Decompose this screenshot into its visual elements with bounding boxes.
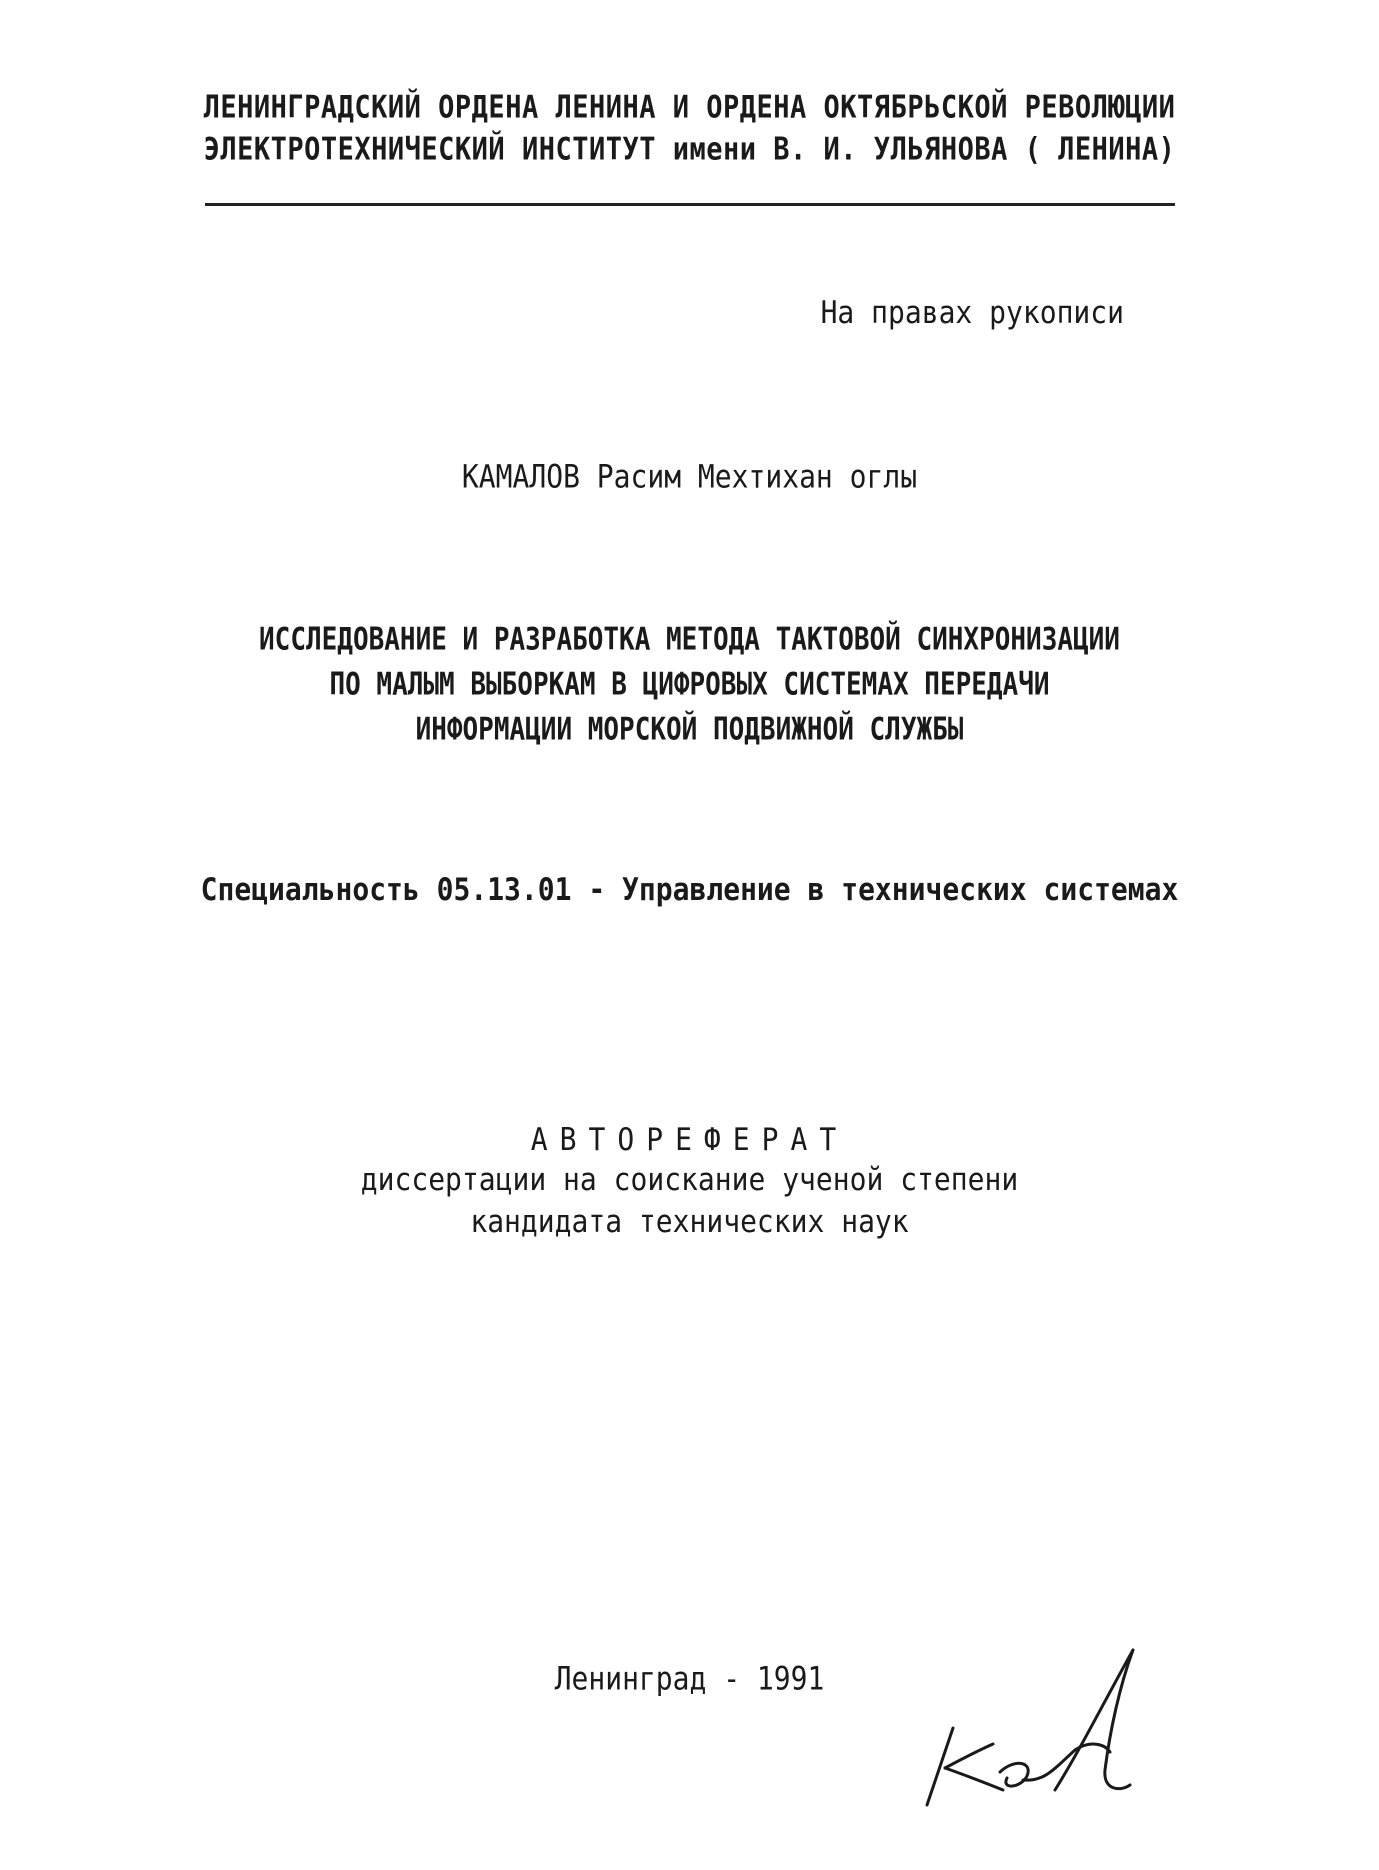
manuscript-rights-note: На правах рукописи [820,294,1124,331]
handwritten-signature [905,1640,1165,1810]
dissertation-title-line-2: ПО МАЛЫМ ВЫБОРКАМ В ЦИФРОВЫХ СИСТЕМАХ ПЕРЕДАЧИ [329,667,1050,703]
institute-name-line-1: ЛЕНИНГРАДСКИЙ ОРДЕНА ЛЕНИНА И ОРДЕНА ОКТЯБРЬСКОЙ РЕВОЛЮЦИИ [203,89,1176,126]
abstract-subtitle-line-1: диссертации на соискание ученой степени [360,1161,1019,1198]
author-name: КАМАЛОВ Расим Мехтихан оглы [461,457,918,496]
institute-name-line-2: ЭЛЕКТРОТЕХНИЧЕСКИЙ ИНСТИТУТ имени В. И. УЛЬЯНОВА ( ЛЕНИНА) [203,131,1176,168]
abstract-heading: АВТОРЕФЕРАТ [530,1121,849,1158]
specialty-code: Специальность 05.13.01 - Управление в технических системах [200,871,1179,908]
abstract-subtitle-line-2: кандидата технических наук [470,1203,909,1240]
header-divider [205,203,1175,206]
city-and-year: Ленинград - 1991 [554,1659,825,1698]
dissertation-title-line-1: ИССЛЕДОВАНИЕ И РАЗРАБОТКА МЕТОДА ТАКТОВОЙ СИНХРОНИЗАЦИИ [259,622,1120,658]
dissertation-title-line-3: ИНФОРМАЦИИ МОРСКОЙ ПОДВИЖНОЙ СЛУЖБЫ [415,712,964,748]
